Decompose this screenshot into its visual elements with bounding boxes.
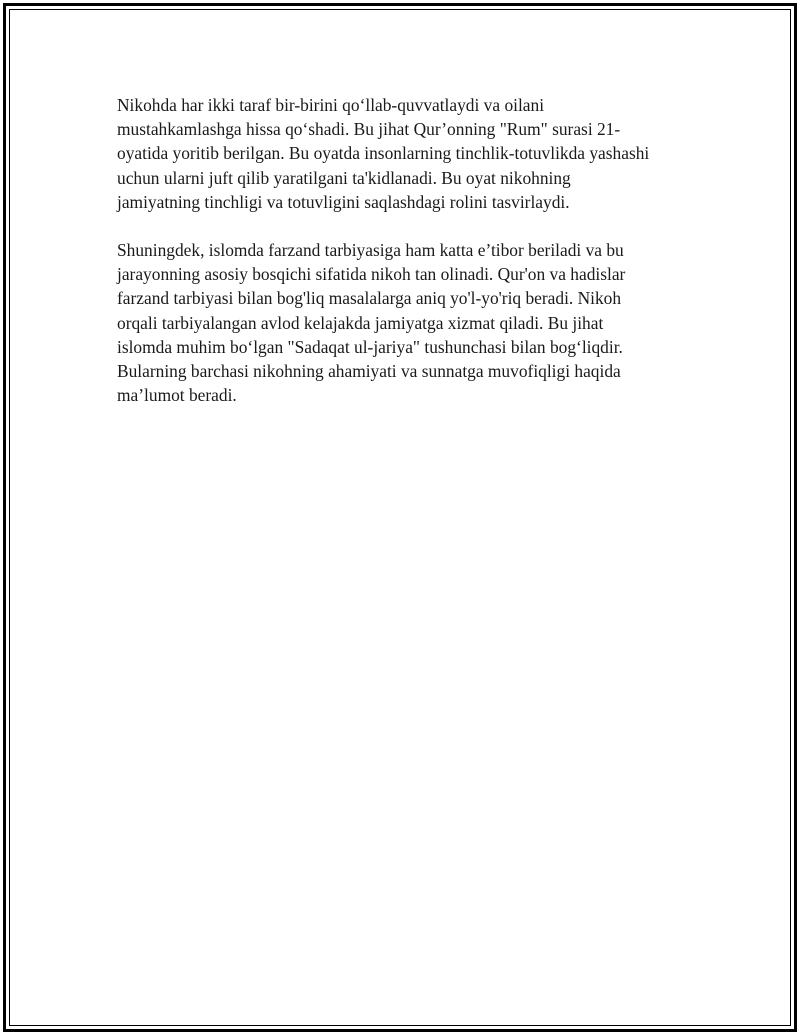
paragraph-2: Shuningdek, islomda farzand tarbiyasiga ham katta e’tibor beriladi va bu jarayonning asosiy bosqichi sifatida nikoh tan olinadi. Qur'on va hadislar farzand tarbiyasi bilan bog'liq masalalarga aniq yo'l-yo'riq beradi. Nikoh orqali tarbiyalangan avlod kelajakda jamiyatga xizmat qiladi. Bu jihat islomda muhim bo‘lgan "Sadaqat ul-jariya" tushunchasi bilan bog‘liqdir. Bularning barchasi nikohning ahamiyati va sunnatga muvofiqligi haqida ma’lumot beradi. [117,240,626,406]
paragraph-1: Nikohda har ikki taraf bir-birini qo‘llab-quvvatlaydi va oilani mustahkamlashga hissa qo‘shadi. Bu jihat Qur’onning "Rum" surasi 21- oyatida yoritib berilgan. Bu oyatda insonlarning tinchlik-totuvlikda yashashi uchun ularni juft qilib yaratilgani ta'kidlanadi. Bu oyat nikohning jamiyatning tinchligi va totuvligini saqlashdagi rolini tasvirlaydi. [117,95,650,212]
document-body [117,93,702,431]
